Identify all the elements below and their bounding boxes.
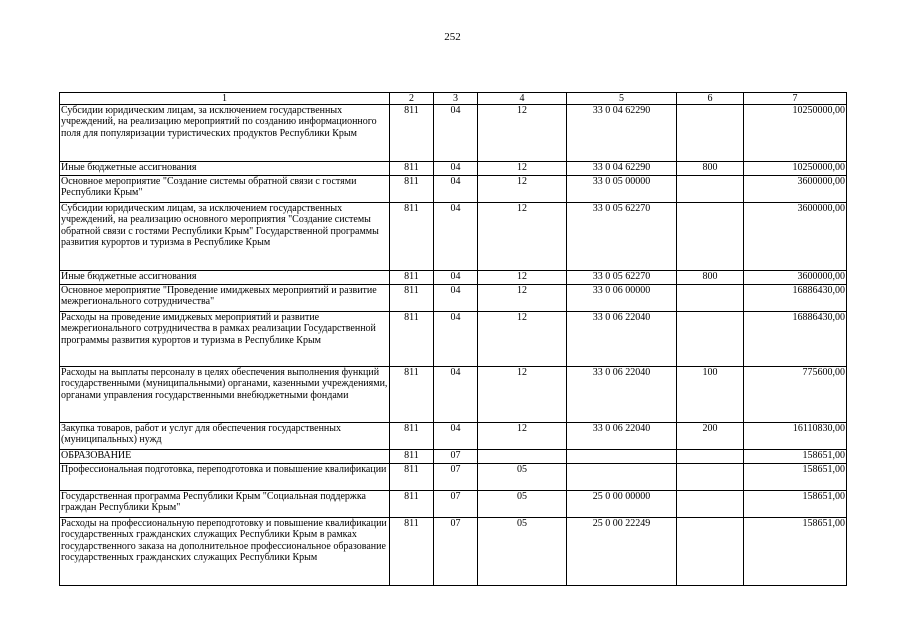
subsection-code xyxy=(478,450,567,464)
target-article: 33 0 05 00000 xyxy=(567,176,677,203)
table-row xyxy=(60,464,847,491)
row-name: Расходы на проведение имиджевых мероприятий и развитие межрегионального сотрудничества в рамках реализации Государственной программы развития курортов и туризма в Республике Крым xyxy=(60,312,390,367)
amount: 3600000,00 xyxy=(744,203,847,271)
amount: 16886430,00 xyxy=(744,312,847,367)
ministry-code: 811 xyxy=(390,367,434,423)
target-article: 33 0 04 62290 xyxy=(567,162,677,176)
section-code: 04 xyxy=(434,176,478,203)
row-name: Субсидии юридическим лицам, за исключением государственных учреждений, на реализацию мероприятий по созданию информационного поля для популяризации туристических продуктов Республики Крым xyxy=(60,105,390,162)
expense-type xyxy=(677,450,744,464)
amount: 158651,00 xyxy=(744,450,847,464)
ministry-code: 811 xyxy=(390,105,434,162)
target-article: 33 0 06 22040 xyxy=(567,367,677,423)
ministry-code: 811 xyxy=(390,203,434,271)
subsection-code: 05 xyxy=(478,518,567,586)
ministry-code: 811 xyxy=(390,176,434,203)
budget-table xyxy=(59,92,847,586)
subsection-code: 12 xyxy=(478,367,567,423)
expense-type xyxy=(677,491,744,518)
section-code: 04 xyxy=(434,423,478,450)
section-code: 04 xyxy=(434,203,478,271)
subsection-code: 12 xyxy=(478,312,567,367)
subsection-code: 12 xyxy=(478,203,567,271)
row-name: Профессиональная подготовка, переподготовка и повышение квалификации xyxy=(60,464,390,491)
expense-type xyxy=(677,518,744,586)
amount: 775600,00 xyxy=(744,367,847,423)
row-name: Основное мероприятие "Проведение имиджевых мероприятий и развитие межрегионального сотрудничества" xyxy=(60,285,390,312)
section-code: 04 xyxy=(434,271,478,285)
column-header: 5 xyxy=(567,93,677,105)
row-name: Закупка товаров, работ и услуг для обеспечения государственных (муниципальных) нужд xyxy=(60,423,390,450)
ministry-code: 811 xyxy=(390,491,434,518)
column-header: 4 xyxy=(478,93,567,105)
expense-type xyxy=(677,203,744,271)
section-code: 07 xyxy=(434,450,478,464)
section-code: 04 xyxy=(434,162,478,176)
amount: 16886430,00 xyxy=(744,285,847,312)
amount: 158651,00 xyxy=(744,464,847,491)
amount: 10250000,00 xyxy=(744,105,847,162)
table-row xyxy=(60,518,847,586)
row-name: Расходы на профессиональную переподготовку и повышение квалификации государственных гражданских служащих Республики Крым в рамках государственного заказа на дополнительное профессиональное образование государственных гражданских служащих Республики Крым xyxy=(60,518,390,586)
table-row xyxy=(60,367,847,423)
expense-type: 800 xyxy=(677,271,744,285)
table-row xyxy=(60,312,847,367)
table-row xyxy=(60,162,847,176)
expense-type: 100 xyxy=(677,367,744,423)
row-name: Расходы на выплаты персоналу в целях обеспечения выполнения функций государственными (муниципальными) органами, казенными учреждениями, органами управления государственными внебюджетными фондами xyxy=(60,367,390,423)
ministry-code: 811 xyxy=(390,271,434,285)
ministry-code: 811 xyxy=(390,162,434,176)
ministry-code: 811 xyxy=(390,450,434,464)
column-header: 7 xyxy=(744,93,847,105)
expense-type xyxy=(677,312,744,367)
column-header: 3 xyxy=(434,93,478,105)
table-row xyxy=(60,176,847,203)
page-number: 252 xyxy=(444,31,461,43)
table-row xyxy=(60,491,847,518)
column-header: 6 xyxy=(677,93,744,105)
subsection-code: 12 xyxy=(478,162,567,176)
subsection-code: 12 xyxy=(478,271,567,285)
subsection-code: 05 xyxy=(478,464,567,491)
table-row xyxy=(60,423,847,450)
target-article: 33 0 06 00000 xyxy=(567,285,677,312)
row-name: Иные бюджетные ассигнования xyxy=(60,162,390,176)
amount: 3600000,00 xyxy=(744,176,847,203)
subsection-code: 05 xyxy=(478,491,567,518)
expense-type: 200 xyxy=(677,423,744,450)
table-row xyxy=(60,271,847,285)
table-row xyxy=(60,285,847,312)
table-row xyxy=(60,450,847,464)
amount: 158651,00 xyxy=(744,518,847,586)
ministry-code: 811 xyxy=(390,312,434,367)
expense-type xyxy=(677,464,744,491)
target-article xyxy=(567,464,677,491)
expense-type: 800 xyxy=(677,162,744,176)
row-name: ОБРАЗОВАНИЕ xyxy=(60,450,390,464)
header-row xyxy=(60,93,847,105)
target-article: 25 0 00 00000 xyxy=(567,491,677,518)
expense-type xyxy=(677,285,744,312)
target-article: 33 0 06 22040 xyxy=(567,423,677,450)
section-code: 04 xyxy=(434,312,478,367)
table-row xyxy=(60,203,847,271)
row-name: Основное мероприятие "Создание системы обратной связи с гостями Республики Крым" xyxy=(60,176,390,203)
amount: 16110830,00 xyxy=(744,423,847,450)
ministry-code: 811 xyxy=(390,423,434,450)
column-header: 2 xyxy=(390,93,434,105)
expense-type xyxy=(677,105,744,162)
expense-type xyxy=(677,176,744,203)
amount: 3600000,00 xyxy=(744,271,847,285)
subsection-code: 12 xyxy=(478,176,567,203)
ministry-code: 811 xyxy=(390,518,434,586)
target-article: 33 0 06 22040 xyxy=(567,312,677,367)
ministry-code: 811 xyxy=(390,285,434,312)
section-code: 04 xyxy=(434,285,478,312)
row-name: Субсидии юридическим лицам, за исключением государственных учреждений, на реализацию основного мероприятия "Создание системы обратной связи с гостями Республики Крым" Государственной программы развития курортов и туризма в Республике Крым xyxy=(60,203,390,271)
subsection-code: 12 xyxy=(478,285,567,312)
row-name: Иные бюджетные ассигнования xyxy=(60,271,390,285)
section-code: 07 xyxy=(434,518,478,586)
target-article: 25 0 00 22249 xyxy=(567,518,677,586)
subsection-code: 12 xyxy=(478,105,567,162)
row-name: Государственная программа Республики Крым "Социальная поддержка граждан Республики Крым" xyxy=(60,491,390,518)
section-code: 04 xyxy=(434,105,478,162)
column-header: 1 xyxy=(60,93,390,105)
target-article: 33 0 05 62270 xyxy=(567,271,677,285)
section-code: 07 xyxy=(434,464,478,491)
section-code: 07 xyxy=(434,491,478,518)
amount: 158651,00 xyxy=(744,491,847,518)
ministry-code: 811 xyxy=(390,464,434,491)
section-code: 04 xyxy=(434,367,478,423)
target-article: 33 0 05 62270 xyxy=(567,203,677,271)
target-article: 33 0 04 62290 xyxy=(567,105,677,162)
target-article xyxy=(567,450,677,464)
subsection-code: 12 xyxy=(478,423,567,450)
table-row xyxy=(60,105,847,162)
amount: 10250000,00 xyxy=(744,162,847,176)
